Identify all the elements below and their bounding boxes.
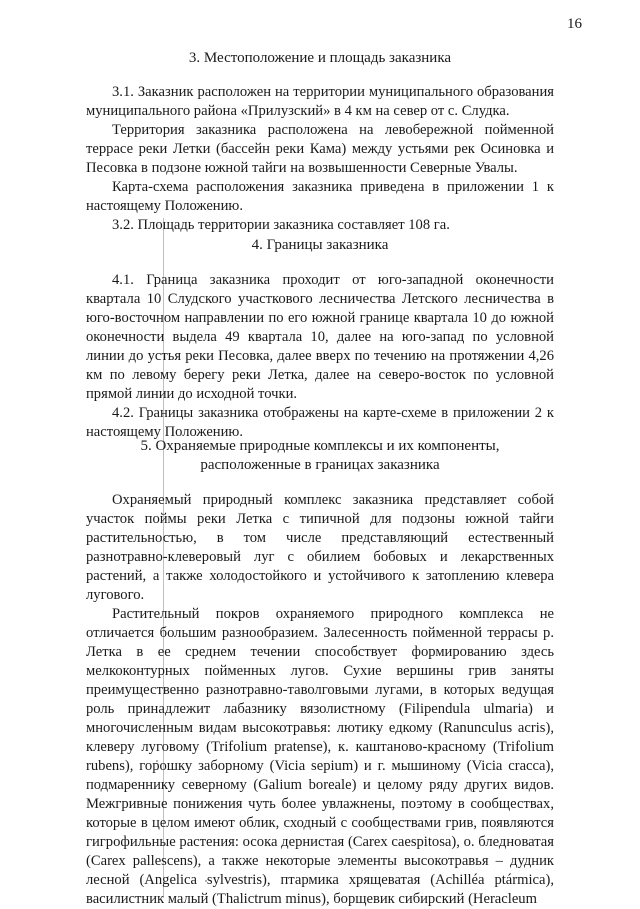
paragraph: 3.2. Площадь территории заказника составляет 108 га. <box>112 217 450 233</box>
paragraph: Растительный покров охраняемого природного комплекса не отличается большим разнообразием. Залесенность пойменной террасы р. Летка в ее среднем течении способствует формированию здесь мелкоконтурных пойменных лугов. Сухие вершины грив заняты преимущественно разнотравно-таволговыми лугами, в которых ведущая роль принадлежит лабазнику вязолистному (Filipendula ulmaria) и многочисленным видам высокотравья: лютику едкому (Ranunculus acris), клеверу луговому (Trifolium pratense), к. каштаново-красному (Trifolium rubens), горошку заборному (Vicia sepium) и г. мышиному (Vicia cracca), подмареннику северному (Galium boreale) и целому ряду других видов. Межгривные понижения чуть более увлажнены, поэтому в сообществах, которые в целом имеют облик, сходный с сообществами грив, появляются гигрофильные растения: осока дернистая (Carex caespitosa), о. бледноватая (Carex pallescens), а также некоторые элементы высокотравья – дудник лесной (Angelica sylvestris), птармика хрящеватая (Achilléa ptármica), василистник малый (Thalictrum minus), борщевик сибирский (Heracleum <box>86 606 554 907</box>
paragraph: 4.2. Границы заказника отображены на карте-схеме в приложении 2 к настоящему Положению. <box>86 405 554 440</box>
section-5-heading-line-1: 5. Охраняемые природные комплексы и их компоненты, <box>140 438 500 454</box>
page-number: 16 <box>567 16 582 32</box>
section-5-body <box>86 491 554 909</box>
section-5-heading <box>86 437 554 475</box>
paragraph: Карта-схема расположения заказника приведена в приложении 1 к настоящему Положению. <box>86 179 554 214</box>
paragraph: 4.1. Граница заказника проходит от юго-западной оконечности квартала 10 Слудского участкового лесничества Летского лесничества в юго-восточном направлении по его южной границе квартала 10 до южной оконечности выдела 49 квартала 10, далее на юго-запад по условной линии до устья реки Песовка, далее вверх по течению на протяжении 4,26 км по левому берегу реки Летка, далее на северо-восток по условной прямой линии до исходной точки. <box>86 272 554 402</box>
paragraph: 3.1. Заказник расположен на территории муниципального образования муниципального района «Прилузский» в 4 км на север от с. Слудка. <box>86 84 554 119</box>
paragraph: Охраняемый природный комплекс заказника представляет собой участок поймы реки Летка с типичной для подзоны южной тайги растительностью, в том числе представляющий естественный разнотравно-клеверовый луг с обилием бобовых и лекарственных растений, а также холодостойкого и устойчивого к затоплению клевера лугового. <box>86 492 554 603</box>
section-4-heading: 4. Границы заказника <box>251 237 389 253</box>
section-3-body <box>86 83 554 235</box>
section-4-body <box>86 271 554 442</box>
section-3-heading: 3. Местоположение и площадь заказника <box>188 50 452 66</box>
paragraph: Территория заказника расположена на левобережной пойменной террасе реки Летки (бассейн реки Кама) между устьями рек Осиновка и Песовка в подзоне южной тайги на возвышенности Северные Увалы. <box>86 122 554 176</box>
section-5-heading-line-2: расположенные в границах заказника <box>200 457 440 473</box>
